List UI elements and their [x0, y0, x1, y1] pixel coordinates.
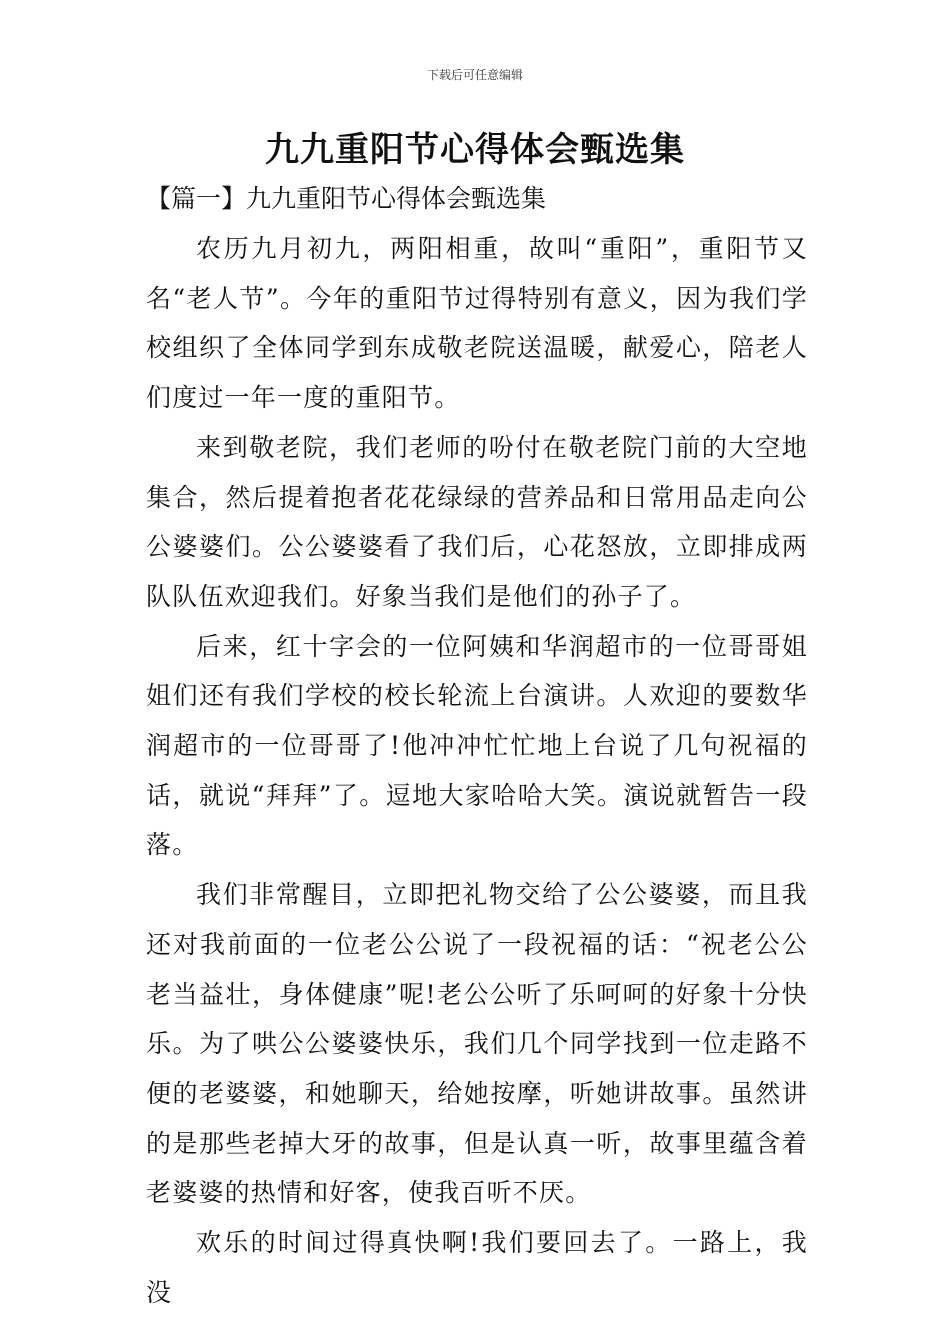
paragraph: 来到敬老院，我们老师的吩付在敬老院门前的大空地集合，然后提着抱者花花绿绿的营养品和日常用品走向公公婆婆们。公公婆婆看了我们后，心花怒放，立即排成两队队伍欢迎我们。好象当我们是他们的孙子了。 — [146, 432, 808, 611]
document-body — [146, 224, 808, 1317]
paragraph: 后来，红十字会的一位阿姨和华润超市的一位哥哥姐姐们还有我们学校的校长轮流上台演讲。人欢迎的要数华润超市的一位哥哥了!他冲冲忙忙地上台说了几句祝福的话，就说“拜拜”了。逗地大家哈哈大笑。演说就暂告一段落。 — [146, 631, 808, 860]
paragraph: 农历九月初九，两阳相重，故叫“重阳”，重阳节又名“老人节”。今年的重阳节过得特别有意义，因为我们学校组织了全体同学到东成敬老院送温暖，献爱心，陪老人们度过一年一度的重阳节。 — [146, 234, 808, 413]
paragraph: 我们非常醒目，立即把礼物交给了公公婆婆，而且我还对我前面的一位老公公说了一段祝福的话：“祝老公公老当益壮，身体健康”呢!老公公听了乐呵呵的好象十分快乐。为了哄公公婆婆快乐，我们几个同学找到一位走路不便的老婆婆，和她聊天，给她按摩，听她讲故事。虽然讲的是那些老掉大牙的故事，但是认真一听，故事里蕴含着老婆婆的热情和好客，使我百听不厌。 — [146, 880, 808, 1208]
section-heading: 【篇一】九九重阳节心得体会甄选集 — [146, 184, 547, 213]
paragraph: 欢乐的时间过得真快啊!我们要回去了。一路上，我没 — [146, 1228, 808, 1307]
document-title: 九九重阳节心得体会甄选集 — [265, 130, 685, 170]
header-note: 下载后可任意编辑 — [426, 68, 523, 82]
